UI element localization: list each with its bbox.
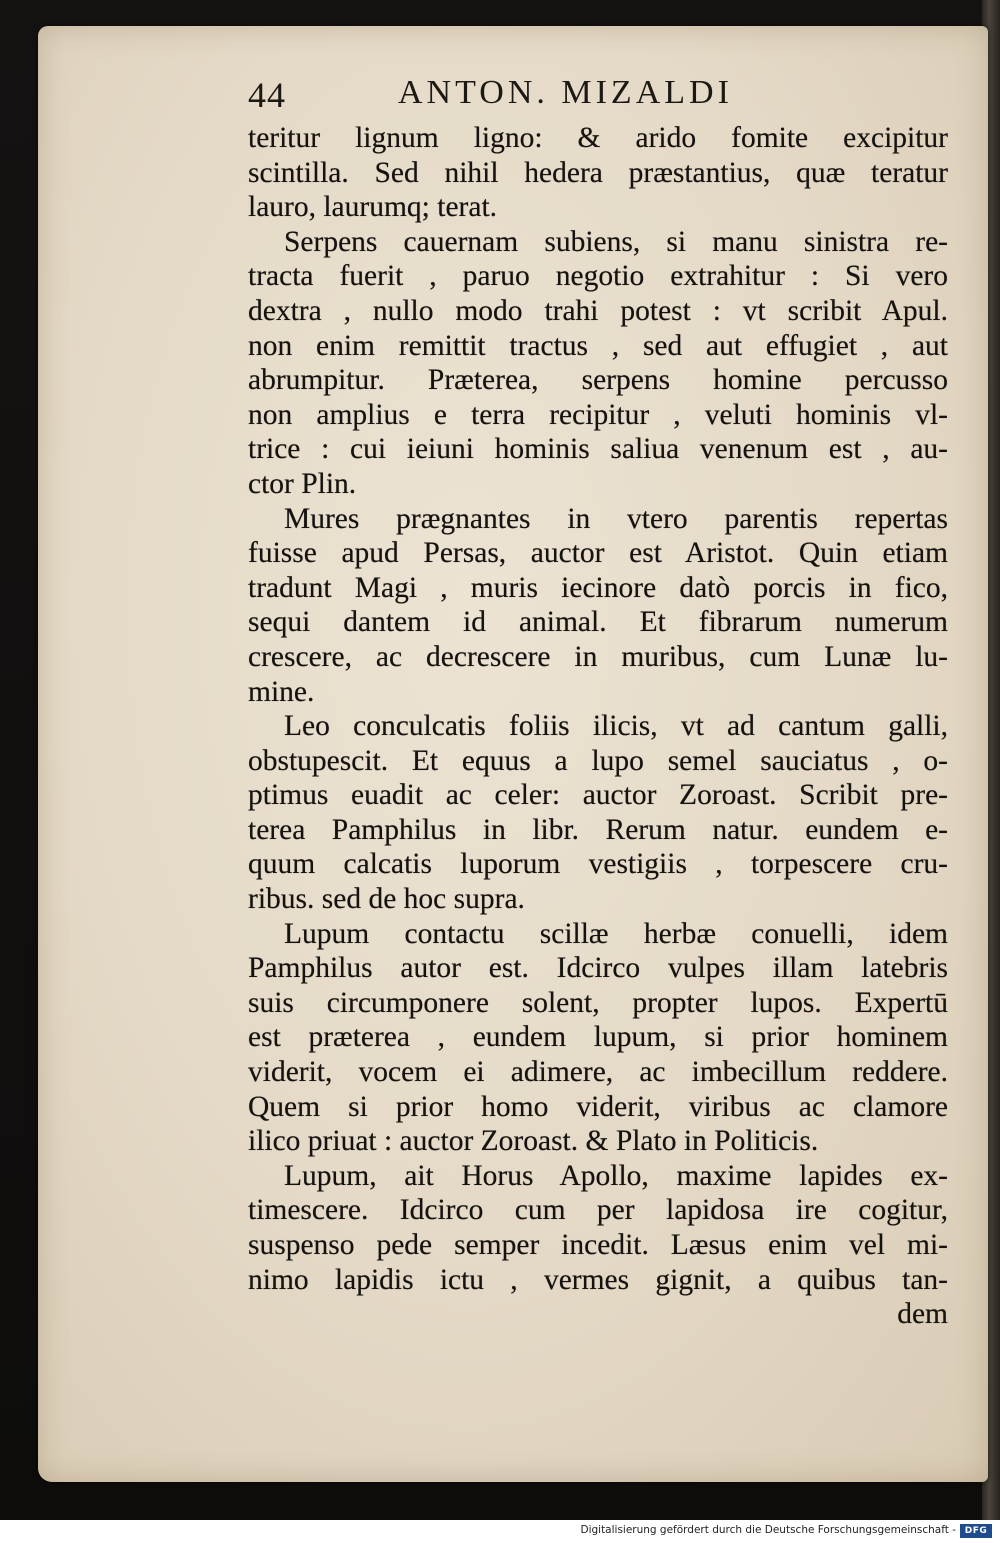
dfg-logo: DFG xyxy=(960,1524,992,1538)
text-line: non amplius e terra recipitur , veluti hominis vl- xyxy=(248,398,948,431)
footer-bar xyxy=(0,1520,1000,1543)
text-line: terea Pamphilus in libr. Rerum natur. eundem e- xyxy=(248,813,948,846)
book-page xyxy=(38,26,988,1482)
text-line: Serpens cauernam subiens, si manu sinistra re- xyxy=(284,225,948,258)
page-header xyxy=(248,74,808,118)
text-line: dextra , nullo modo trahi potest : vt scribit Apul. xyxy=(248,294,948,327)
text-line: mine. xyxy=(248,675,315,708)
text-line: dem xyxy=(897,1298,948,1331)
text-line: tracta fuerit , paruo negotio extrahitur : Si vero xyxy=(248,260,948,293)
text-line: ctor Plin. xyxy=(248,467,357,500)
text-line: crescere, ac decrescere in muribus, cum Lunæ lu- xyxy=(248,640,948,673)
running-head: ANTON. MIZALDI xyxy=(398,74,733,111)
text-line: quum calcatis luporum vestigiis , torpescere cru- xyxy=(248,848,948,881)
text-line: lauro, laurumq; terat. xyxy=(248,191,498,224)
text-line: suspenso pede semper incedit. Læsus enim vel mi- xyxy=(248,1229,948,1261)
text-line: sequi dantem id animal. Et fibrarum numerum xyxy=(248,606,948,639)
footer-credit: Digitalisierung gefördert durch die Deutsche Forschungsgemeinschaft - xyxy=(580,1524,956,1536)
text-line: teritur lignum ligno: & arido fomite excipitur xyxy=(248,122,948,154)
text-line: suis circumponere solent, propter lupos. Expertū xyxy=(248,986,948,1019)
text-line: ptimus euadit ac celer: auctor Zoroast. Scribit pre- xyxy=(248,779,948,812)
text-line: trice : cui ieiuni hominis saliua venenum est , au- xyxy=(248,433,948,466)
text-line: non enim remittit tractus , sed aut effugiet , aut xyxy=(248,329,948,362)
text-line: Leo conculcatis foliis ilicis, vt ad cantum galli, xyxy=(284,710,948,743)
text-line: viderit, vocem ei adimere, ac imbecillum reddere. xyxy=(248,1056,948,1089)
text-line: ilico priuat : auctor Zoroast. & Plato in Politicis. xyxy=(248,1125,819,1158)
text-line: obstupescit. Et equus a lupo semel sauciatus , o- xyxy=(248,744,948,777)
text-line: est præterea , eundem lupum, si prior hominem xyxy=(248,1021,948,1054)
text-line: Mures prægnantes in vtero parentis repertas xyxy=(284,502,948,535)
body-text xyxy=(248,121,948,1332)
text-line: tradunt Magi , muris iecinore datò porcis in fico, xyxy=(248,571,948,604)
text-line: fuisse apud Persas, auctor est Aristot. Quin etiam xyxy=(248,537,948,570)
text-line: scintilla. Sed nihil hedera præstantius, quæ teratur xyxy=(248,156,948,189)
text-line: nimo lapidis ictu , vermes gignit, a quibus tan- xyxy=(248,1263,948,1296)
text-line: Lupum, ait Horus Apollo, maxime lapides ex- xyxy=(284,1159,948,1192)
text-line: Lupum contactu scillæ herbæ conuelli, idem xyxy=(284,917,948,950)
text-line: abrumpitur. Præterea, serpens homine percusso xyxy=(248,364,948,397)
text-line: Quem si prior homo viderit, viribus ac clamore xyxy=(248,1090,948,1123)
page-number: 44 xyxy=(248,75,286,115)
text-line: timescere. Idcirco cum per lapidosa ire cogitur, xyxy=(248,1194,948,1227)
text-line: Pamphilus autor est. Idcirco vulpes illam latebris xyxy=(248,952,948,985)
text-line: ribus. sed de hoc supra. xyxy=(248,883,525,916)
